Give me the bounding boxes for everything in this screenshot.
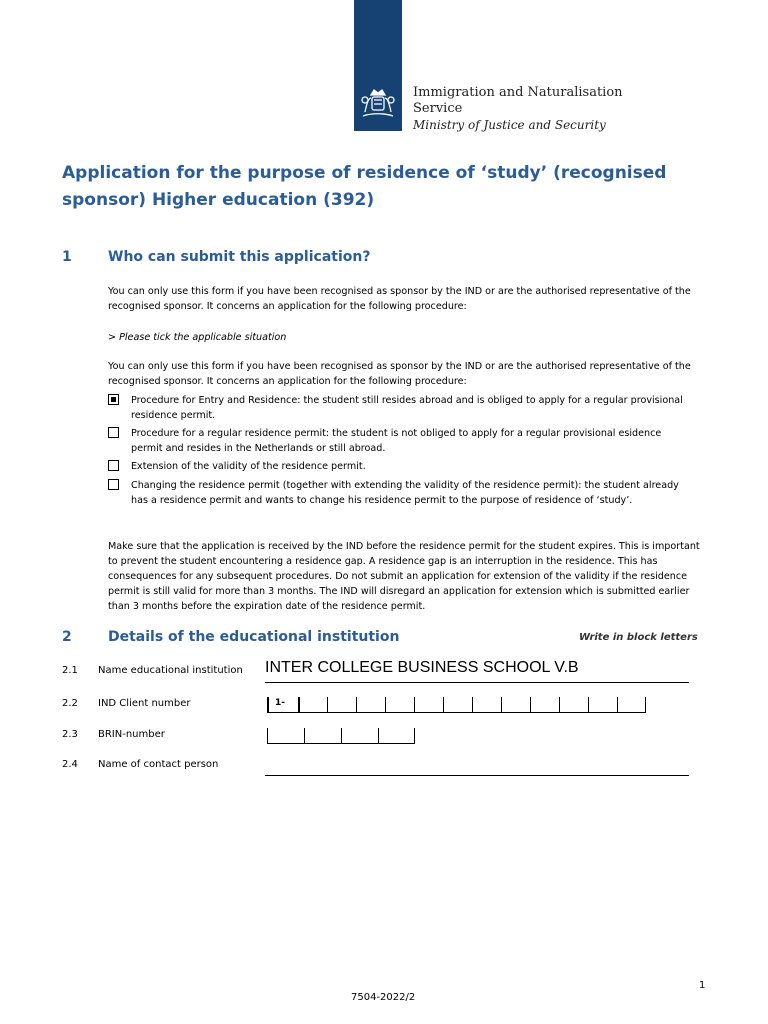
checkbox-entry-residence[interactable]	[108, 394, 119, 405]
digit-box[interactable]	[298, 697, 327, 713]
field-number: 2.2	[62, 698, 78, 709]
org-line1: Immigration and Naturalisation	[413, 85, 623, 100]
field-label-institution: Name educational institution	[98, 665, 243, 676]
digit-box[interactable]	[617, 697, 646, 713]
form-code: 7504-2022/2	[351, 992, 416, 1003]
org-line2: Service	[413, 101, 463, 116]
digit-box[interactable]	[327, 697, 356, 713]
client-number-prefix-box	[267, 697, 298, 713]
institution-name-value: INTER COLLEGE BUSINESS SCHOOL V.B	[265, 659, 579, 676]
digit-box[interactable]	[559, 697, 588, 713]
client-number-boxes[interactable]	[267, 697, 646, 713]
digit-box[interactable]	[530, 697, 559, 713]
option-label: Procedure for Entry and Residence: the student still resides abroad and is obliged to apply for a regular provisional residence permit.	[131, 395, 683, 421]
section-1-title: Who can submit this application?	[108, 249, 371, 265]
page-number: 1	[699, 980, 706, 991]
digit-box[interactable]	[356, 697, 385, 713]
checkbox-change-permit[interactable]	[108, 479, 119, 490]
field-label-contact-person: Name of contact person	[98, 759, 219, 770]
field-number: 2.1	[62, 665, 78, 676]
tick-note: > Please tick the applicable situation	[108, 332, 287, 343]
option-label: Extension of the validity of the residence permit.	[131, 461, 366, 472]
brin-box[interactable]	[267, 728, 304, 744]
digit-box[interactable]	[588, 697, 617, 713]
section-2-title: Details of the educational institution	[108, 629, 400, 645]
checkbox-regular-residence[interactable]	[108, 427, 119, 438]
brin-box[interactable]	[304, 728, 341, 744]
contact-person-field[interactable]	[265, 755, 689, 776]
client-number-prefix: 1-	[275, 698, 285, 708]
brin-box[interactable]	[378, 728, 415, 744]
field-number: 2.4	[62, 759, 78, 770]
field-label-client-number: IND Client number	[98, 698, 191, 709]
digit-box[interactable]	[385, 697, 414, 713]
crest-logo-icon	[357, 82, 399, 122]
organization-name	[413, 85, 623, 133]
option-label: Procedure for a regular residence permit: the student is not obliged to apply for a regular provisional esidence permit and resides in the Netherlands or still abroad.	[131, 428, 662, 454]
expiry-warning: Make sure that the application is received by the IND before the residence permit for the student expires. This is important to prevent the student encountering a residence gap. A residence gap is an interruption in the residence. This has consequences for any subsequent procedures. Do not submit an application for extension of the validity if the residence permit is still valid for more than 3 months. The IND will disregard an application for extension which is submitted earlier than 3 months before the expiration date of the residence permit.	[108, 541, 700, 612]
section-2-number: 2	[62, 629, 72, 645]
digit-box[interactable]	[472, 697, 501, 713]
block-letters-note: Write in block letters	[579, 632, 698, 643]
option-label: Changing the residence permit (together with extending the validity of the residence permit): the student already has a residence permit and wants to change his residence permit to the purpose of residence of ‘study’.	[131, 480, 679, 506]
section-1-number: 1	[62, 249, 72, 265]
checkbox-extension[interactable]	[108, 460, 119, 471]
section-1-intro: You can only use this form if you have been recognised as sponsor by the IND or are the authorised representative of the recognised sponsor. It concerns an application for the following procedure:	[108, 286, 691, 312]
brin-number-boxes[interactable]	[267, 728, 415, 744]
form-title: Application for the purpose of residence of ‘study’ (recognised sponsor) Higher education (392)	[62, 163, 667, 210]
section-1-intro-2: You can only use this form if you have been recognised as sponsor by the IND or are the authorised representative of the recognised sponsor. It concerns an application for the following procedure:	[108, 361, 691, 387]
digit-box[interactable]	[501, 697, 530, 713]
field-label-brin: BRIN-number	[98, 729, 165, 740]
digit-box[interactable]	[443, 697, 472, 713]
brin-box[interactable]	[341, 728, 378, 744]
field-number: 2.3	[62, 729, 78, 740]
ministry-name: Ministry of Justice and Security	[413, 118, 606, 132]
digit-box[interactable]	[414, 697, 443, 713]
